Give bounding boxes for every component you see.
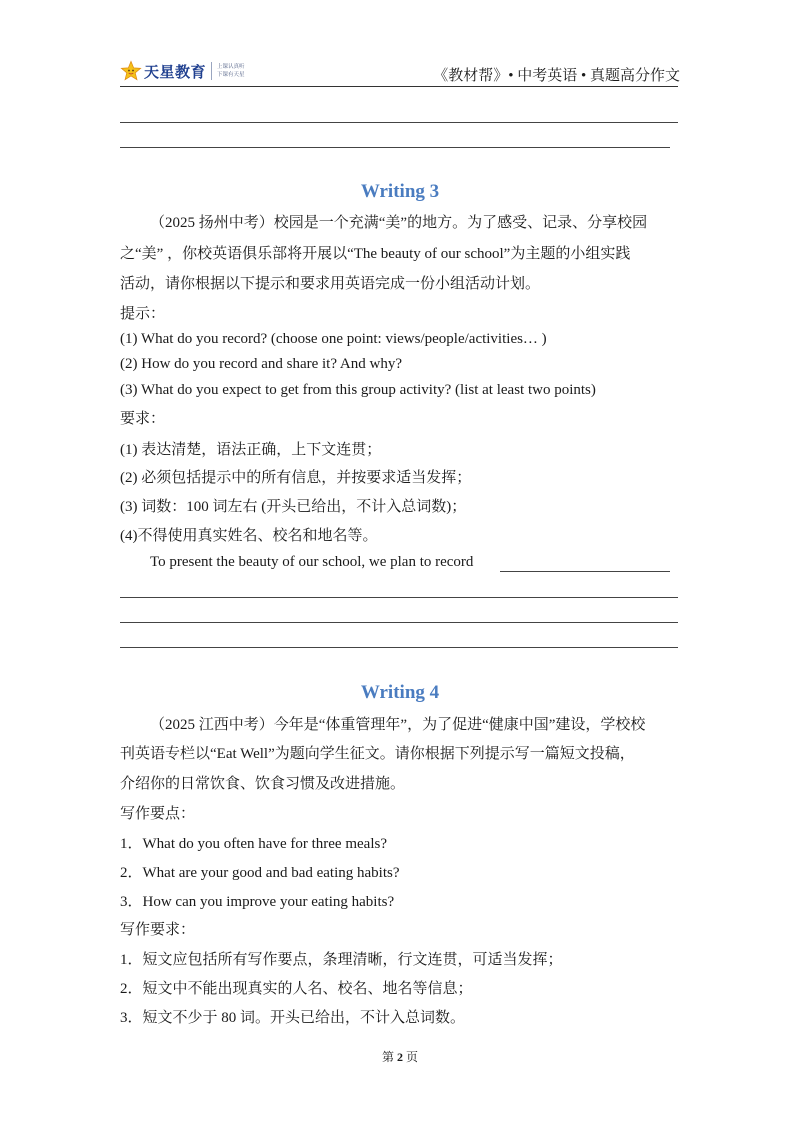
requirement-item: (1) 表达清楚，语法正确，上下文连贯； [120, 442, 382, 458]
hint-item: (1) What do you record? (choose one point: views/people/activities… ) [120, 331, 547, 347]
answer-line [120, 597, 678, 598]
hint-item: (3) What do you expect to get from this group activity? (list at least two points) [120, 382, 596, 398]
point-item: 3．How can you improve your eating habits? [120, 894, 395, 910]
hints-label: 提示： [120, 306, 166, 322]
requirement-item: 3．短文不少于 80 词。开头已给出，不计入总词数。 [120, 1010, 466, 1026]
prompt-text: 之“美” ，你校英语俱乐部将开展以“The beauty of our school”为主题的小组实践 [120, 246, 631, 262]
requirement-item: 2．短文中不能出现真实的人名、校名、地名等信息； [120, 981, 473, 997]
answer-line [120, 647, 678, 648]
answer-line [120, 147, 670, 148]
points-label: 写作要点： [120, 806, 196, 822]
prompt-text: 刊英语专栏以“Eat Well”为题向学生征文。请你根据下列提示写一篇短文投稿， [120, 746, 635, 762]
hint-item: (2) How do you record and share it? And why? [120, 356, 403, 372]
header-divider [120, 86, 678, 87]
section-title-writing-3: Writing 3 [360, 181, 440, 202]
logo-slogan-line-2: 下课有天星 [217, 72, 245, 78]
point-item: 2．What are your good and bad eating habits? [120, 865, 400, 881]
requirement-item: 1．短文应包括所有写作要点，条理清晰，行文连贯，可适当发挥； [120, 952, 563, 968]
prompt-text: 介绍你的日常饮食、饮食习惯及改进措施。 [120, 776, 406, 792]
star-logo-icon [120, 60, 142, 82]
opening-sentence: To present the beauty of our school, we plan to record [150, 554, 474, 570]
requirement-item: (2) 必须包括提示中的所有信息，并按要求适当发挥； [120, 470, 472, 486]
document-title: 《教材帮》• 中考英语 • 真题高分作文 [433, 68, 680, 84]
page-footer [0, 1048, 800, 1065]
requirement-item: (4)不得使用真实姓名、校名和地名等。 [120, 528, 378, 544]
prompt-text: （2025 扬州中考）校园是一个充满“美”的地方。为了感受、记录、分享校园 [150, 215, 648, 231]
page-number-prefix: 第 [381, 1050, 394, 1064]
requirements-label: 写作要求： [120, 922, 196, 938]
page-number: 2 [397, 1050, 403, 1064]
prompt-text: 活动，请你根据以下提示和要求用英语完成一份小组活动计划。 [120, 276, 541, 292]
logo-name: 天星教育 [144, 62, 207, 81]
logo-divider [211, 62, 212, 80]
section-title-writing-4: Writing 4 [360, 682, 440, 703]
requirements-label: 要求： [120, 411, 166, 427]
answer-blank [500, 571, 670, 572]
requirement-item: (3) 词数：100 词左右 (开头已给出，不计入总词数)； [120, 499, 467, 515]
point-item: 1．What do you often have for three meals? [120, 836, 387, 852]
answer-line [120, 122, 678, 123]
logo [120, 56, 245, 86]
logo-slogan-line-1: 上课认真听 [217, 64, 245, 70]
page-header [120, 56, 680, 86]
prompt-text: （2025 江西中考）今年是“体重管理年”，为了促进“健康中国”建设，学校校 [150, 717, 646, 733]
page-number-suffix: 页 [406, 1050, 419, 1064]
logo-slogan [217, 63, 245, 79]
answer-line [120, 622, 678, 623]
